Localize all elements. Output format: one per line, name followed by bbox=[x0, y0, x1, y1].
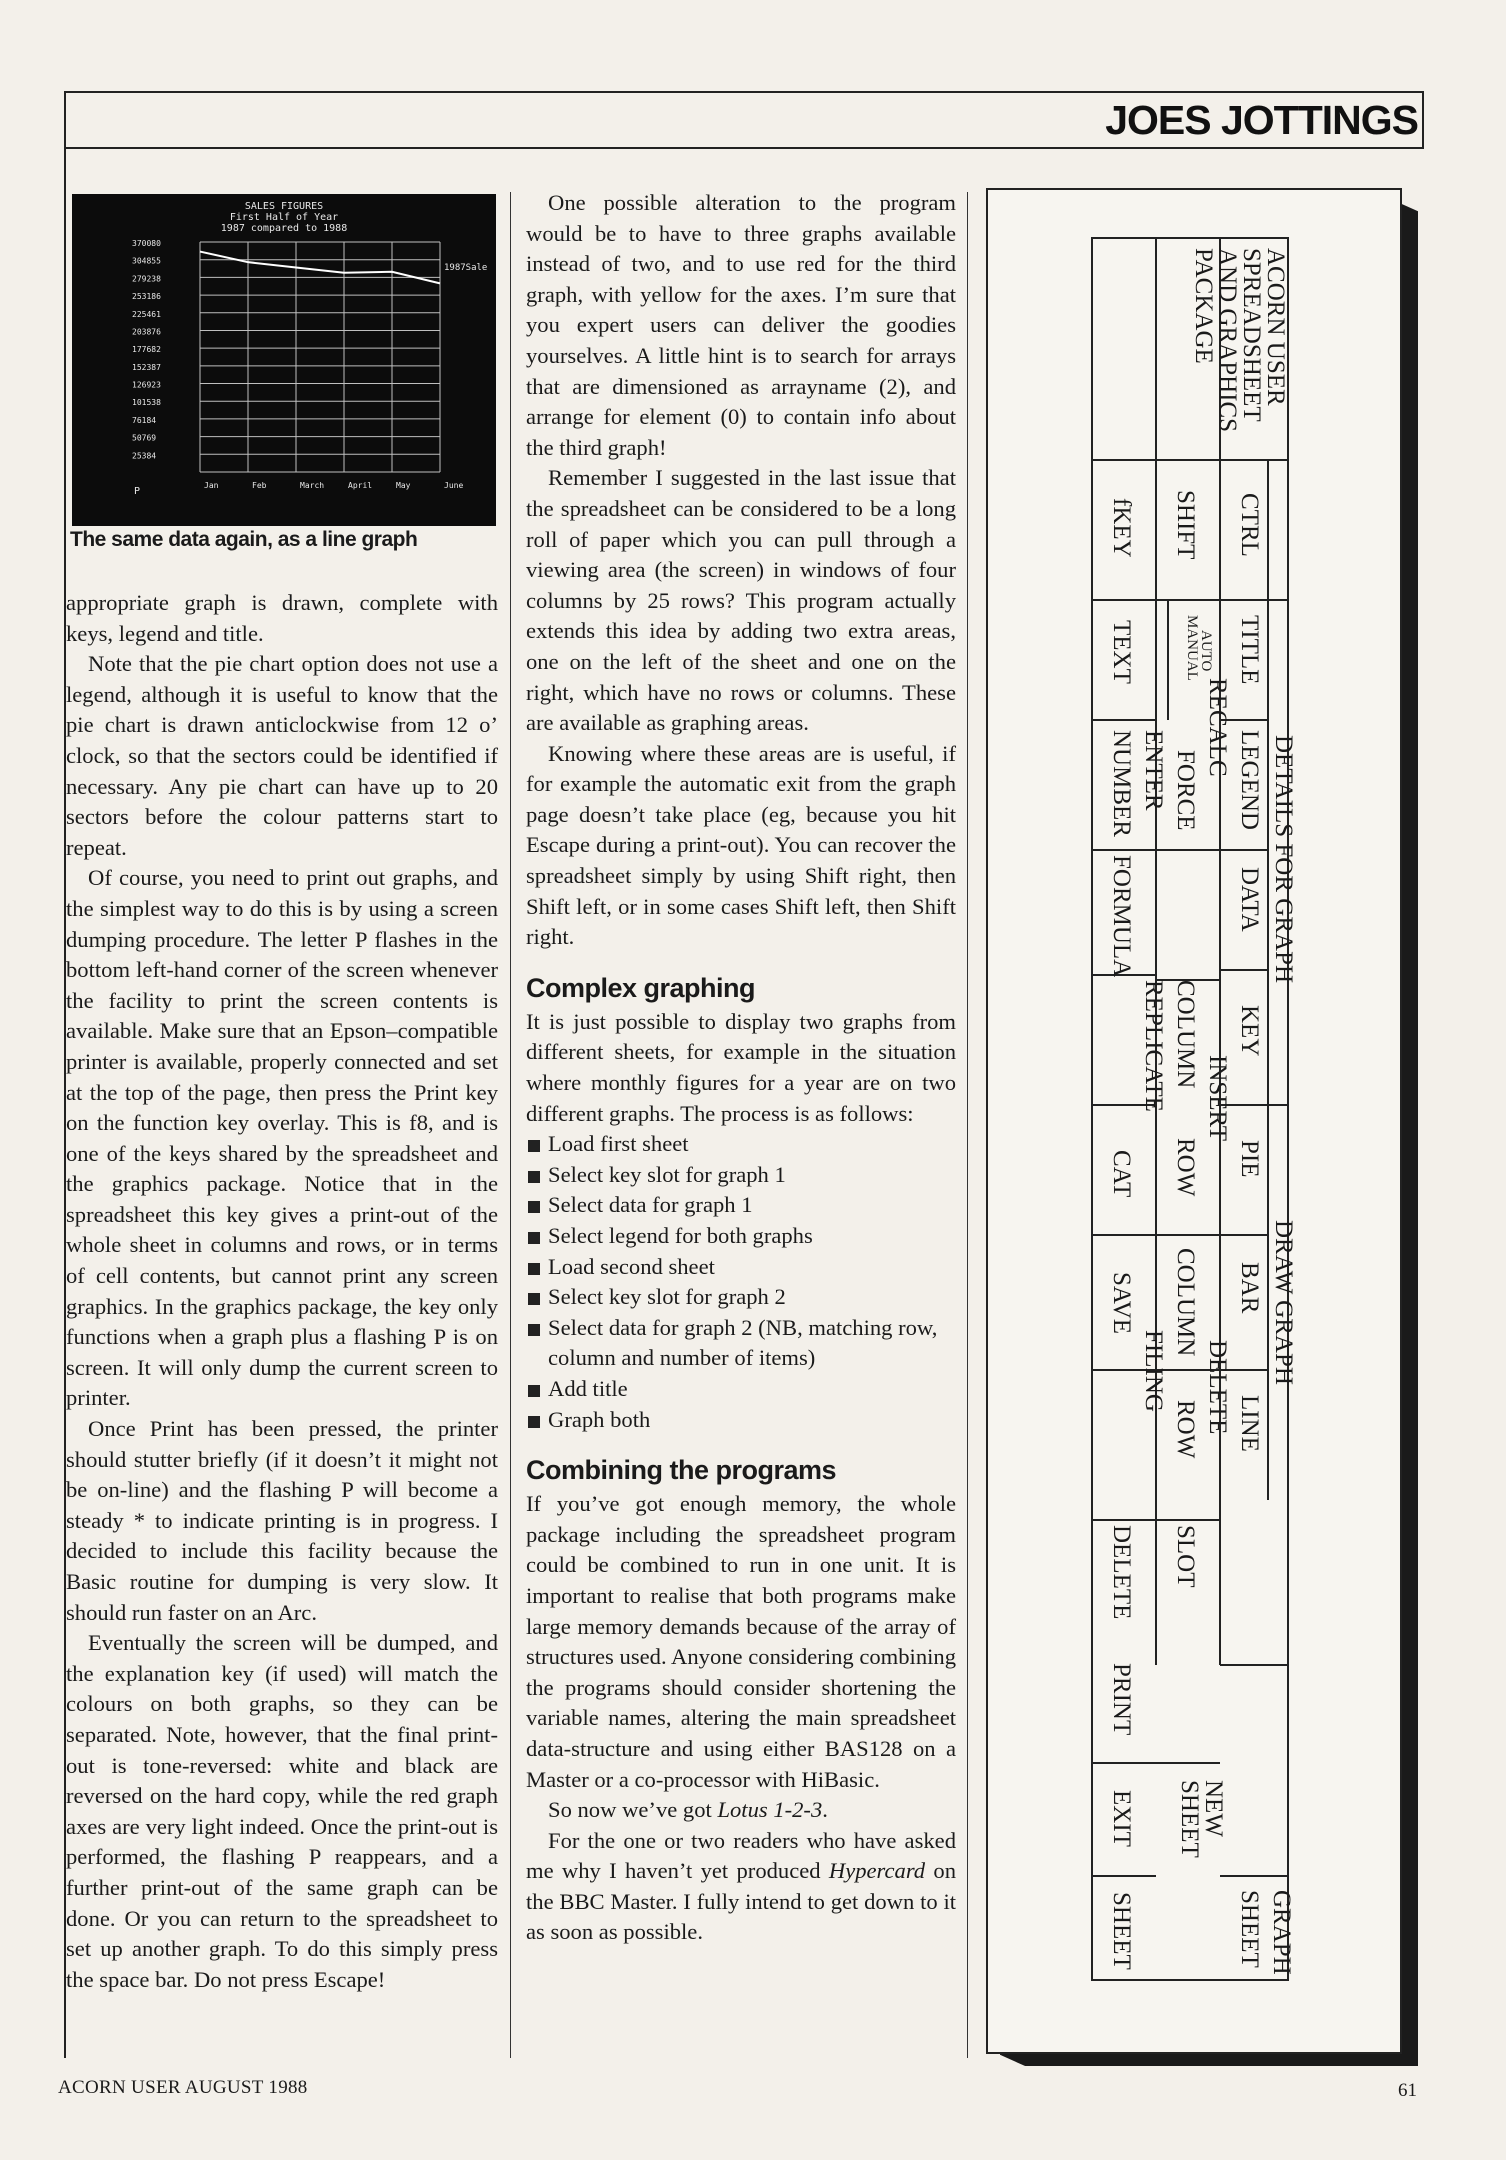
series-legend: 1987Sale bbox=[444, 263, 488, 273]
key-recalc: RECALC bbox=[1204, 678, 1231, 777]
paragraph: It is just possible to display two graphs from different sheets, for example in the situation where monthly figures for a year are on two different graphs. The process is as follows: bbox=[526, 1008, 956, 1126]
key-slot: SLOT bbox=[1172, 1525, 1199, 1588]
column-rule bbox=[510, 192, 511, 2058]
key-insert-row: ROW bbox=[1172, 1138, 1199, 1197]
row-label-ctrl: CTRL bbox=[1236, 493, 1263, 557]
key-key: KEY bbox=[1236, 1005, 1263, 1057]
key-legend: LEGEND bbox=[1236, 730, 1263, 830]
print-flag: P bbox=[134, 486, 141, 497]
y-tick-label: 253186 bbox=[132, 292, 161, 302]
list-item: Load second sheet bbox=[526, 1252, 956, 1283]
key-strip bbox=[988, 190, 1400, 2052]
list-item: Load first sheet bbox=[526, 1129, 956, 1160]
key-print: PRINT bbox=[1108, 1663, 1135, 1736]
key-cat: CAT bbox=[1108, 1150, 1135, 1198]
list-item: Select data for graph 1 bbox=[526, 1190, 956, 1221]
paragraph: Remember I suggested in the last issue that the spreadsheet can be considered to be a long roll of paper which you can pull through a viewing area (the screen) in windows of four columns by 25 rows? This program actually extends this idea by adding two extra areas, one on the left of the sheet and one on the right, which have no rows or columns. These are available as graphing areas. bbox=[526, 465, 956, 736]
draw-graph-label: DRAW GRAPH bbox=[1270, 1220, 1297, 1385]
y-tick-label: 101538 bbox=[132, 398, 161, 408]
key-pie: PIE bbox=[1236, 1140, 1263, 1178]
y-tick-label: 126923 bbox=[132, 380, 161, 390]
key-bar: BAR bbox=[1236, 1262, 1263, 1314]
list-item: Graph both bbox=[526, 1405, 956, 1436]
subheading-complex-graphing: Complex graphing bbox=[526, 972, 756, 1003]
x-tick-label: March bbox=[300, 481, 325, 490]
list-item: Select data for graph 2 (NB, matching row, column and number of items) bbox=[526, 1313, 956, 1374]
key-new-sheet: SHEET bbox=[1176, 1780, 1203, 1858]
key-data: DATA bbox=[1236, 867, 1263, 932]
figure-caption: The same data again, as a line graph bbox=[70, 528, 418, 551]
strip-title-line: PACKAGE bbox=[1190, 248, 1217, 364]
key-enter: ENTER bbox=[1140, 730, 1167, 811]
key-title: TITLE bbox=[1236, 615, 1263, 685]
subheading-combining: Combining the programs bbox=[526, 1455, 837, 1486]
y-tick-label: 152387 bbox=[132, 362, 161, 372]
x-tick-label: May bbox=[396, 481, 411, 490]
key-auto: AUTO bbox=[1198, 630, 1214, 672]
paragraph bbox=[526, 1795, 956, 1826]
details-for-graph-label: DETAILS FOR GRAPH bbox=[1270, 735, 1297, 984]
row-label-fkey: fKEY bbox=[1108, 498, 1135, 558]
paragraph bbox=[526, 1826, 956, 1948]
key-insert: INSERT bbox=[1204, 1055, 1231, 1141]
strip-title-line: SPREADSHEET bbox=[1238, 248, 1265, 422]
key-filing: FILING bbox=[1140, 1330, 1167, 1412]
screen-title: SALES FIGURES bbox=[244, 201, 324, 212]
key-delete-row: ROW bbox=[1172, 1400, 1199, 1459]
text-run: For the one or two readers who have asked me why I haven’t yet produced bbox=[526, 1827, 956, 1884]
footer-publication: ACORN USER AUGUST 1988 bbox=[58, 2077, 308, 2098]
key-line: LINE bbox=[1236, 1395, 1263, 1452]
paragraph: If you’ve got enough memory, the whole package including the spreadsheet program could be combined to run in one unit. It is important to realise that both programs make large memory demands because of the array of structures used. Anyone considering combining the programs should consider shortening the variable names, altering the main spreadsheet data-structure and using either BAS128 on a Master or a co-processor with HiBasic. bbox=[526, 1491, 956, 1792]
key-text: TEXT bbox=[1108, 620, 1135, 684]
key-delete-column: COLUMN bbox=[1172, 1248, 1199, 1357]
key-formula: FORMULA bbox=[1108, 855, 1135, 978]
key-file-delete: DELETE bbox=[1108, 1525, 1135, 1620]
column-1 bbox=[66, 588, 498, 1995]
paragraph: Knowing where these areas are is useful, if for example the automatic exit from the graph page doesn’t take place (eg, because you hit Escape during a print-out). You can recover the spreadsheet simply by using Shift right, then Shift left, or in some cases Shift left, then Shift right. bbox=[526, 740, 956, 950]
text-run: . bbox=[822, 1797, 828, 1823]
y-tick-label: 177682 bbox=[132, 345, 161, 355]
list-item: Select key slot for graph 2 bbox=[526, 1282, 956, 1313]
x-tick-label: Feb bbox=[252, 481, 267, 490]
x-tick-label: June bbox=[444, 481, 464, 490]
paragraph: Note that the pie chart option does not use a legend, although it is useful to know that the pie chart is drawn anticlockwise from 12 o’ clock, so that the sectors could be identified if necessary. Any pie chart can have up to 20 sectors before the colour patterns start to repeat. bbox=[66, 651, 498, 860]
paragraph: Of course, you need to print out graphs, and the simplest way to do this is by using a screen dumping procedure. The letter P flashes in the bottom left-hand corner of the screen whenever the facility to print the screen contents is available. Make sure that an Epson–compatible printer is available, properly connected and set at the top of the page, then press the Print key on the function key overlay. This is f8, and is one of the keys shared by the spreadsheet and the graphics package. Notice that in the spreadsheet this key gives a print-out of the whole sheet in columns and rows, or in terms of cell contents, but cannot print any screen graphics. In the graphics package, the key only functions when a graph plus a flashing P is on screen. It will only dump the current screen to printer. bbox=[66, 865, 498, 1411]
list-item: Add title bbox=[526, 1374, 956, 1405]
screen-graph bbox=[72, 194, 496, 526]
key-delete: DELETE bbox=[1204, 1340, 1231, 1435]
top-rule bbox=[66, 91, 1424, 93]
key-replicate: REPLICATE bbox=[1140, 980, 1167, 1112]
x-tick-label: Jan bbox=[204, 481, 219, 490]
list-item: Select legend for both graphs bbox=[526, 1221, 956, 1252]
strip-title-line: AND GRAPHICS bbox=[1214, 248, 1241, 433]
header-rule bbox=[66, 147, 1424, 149]
screen-title: First Half of Year bbox=[229, 212, 339, 223]
key-new: NEW bbox=[1200, 1780, 1227, 1837]
key-manual: MANUAL bbox=[1184, 615, 1200, 681]
page-header: JOES JOTTINGS bbox=[1105, 97, 1418, 143]
column-2 bbox=[526, 188, 956, 1948]
right-rule bbox=[1422, 91, 1424, 149]
y-tick-label: 304855 bbox=[132, 256, 161, 266]
key-save: SAVE bbox=[1108, 1272, 1135, 1335]
key-force: FORCE bbox=[1172, 750, 1199, 831]
key-graph-sheet: SHEET bbox=[1236, 1890, 1263, 1968]
row-label-shift: SHIFT bbox=[1172, 490, 1199, 560]
key-insert-column: COLUMN bbox=[1172, 980, 1199, 1089]
page-number: 61 bbox=[1398, 2080, 1417, 2101]
list-item: Select key slot for graph 1 bbox=[526, 1160, 956, 1191]
paragraph: Eventually the screen will be dumped, and the explanation key (if used) will match the colours on both graphs, so they can be separated. Note, however, that the final print-out is tone-reversed: white and black are reversed on the hard copy, while the red graph axes are very light indeed. Once the print-out is performed, the flashing P reappears, and a further print-out of the same graph can be done. Or you can return to the spreadsheet to set up another graph. To do this simply press the space bar. Do not press Escape! bbox=[66, 1630, 498, 1992]
y-tick-label: 203876 bbox=[132, 327, 161, 337]
key-number: NUMBER bbox=[1108, 730, 1135, 837]
italic-title: Lotus 1-2-3 bbox=[717, 1797, 823, 1823]
steps-list bbox=[526, 1129, 956, 1435]
screen-figure bbox=[72, 194, 496, 526]
y-tick-label: 76184 bbox=[132, 415, 157, 425]
italic-title: Hypercard bbox=[828, 1858, 926, 1884]
text-run: on the BBC Master. I fully intend to get down to it as soon as possible. bbox=[526, 1858, 956, 1945]
key-graph: GRAPH bbox=[1268, 1890, 1295, 1975]
key-exit: EXIT bbox=[1108, 1790, 1135, 1847]
paragraph: One possible alteration to the program would be to have to three graphs available instead of two, and to use red for the third graph, with yellow for the axes. I’m sure that you expert users can deliver the goodies yourselves. A little hint is to search for arrays that are dimensioned as arrayname (2), and arrange for element (0) to contain info about the third graph! bbox=[526, 190, 956, 460]
screen-title: 1987 compared to 1988 bbox=[220, 223, 348, 234]
y-tick-label: 50769 bbox=[132, 433, 157, 443]
column-rule-2 bbox=[967, 192, 968, 2058]
key-strip-panel bbox=[986, 188, 1402, 2054]
paragraph: appropriate graph is drawn, complete with keys, legend and title. bbox=[66, 590, 498, 646]
y-tick-label: 225461 bbox=[132, 309, 161, 319]
y-tick-label: 25384 bbox=[132, 451, 157, 461]
text-run: So now we’ve got bbox=[548, 1797, 718, 1823]
paragraph: Once Print has been pressed, the printer should stutter briefly (if it doesn’t it might not be on-line) and the flashing P will become a steady * to indicate printing is in progress. I decided to include this facility because the Basic routine for dumping is very slow. It should run faster on an Arc. bbox=[66, 1416, 498, 1625]
y-tick-label: 279238 bbox=[132, 274, 161, 284]
strip-title-line: ACORN USER bbox=[1262, 248, 1289, 406]
x-tick-label: April bbox=[348, 481, 373, 490]
y-tick-label: 370080 bbox=[132, 239, 161, 248]
key-sheet: SHEET bbox=[1108, 1892, 1135, 1970]
series-line bbox=[200, 252, 440, 284]
